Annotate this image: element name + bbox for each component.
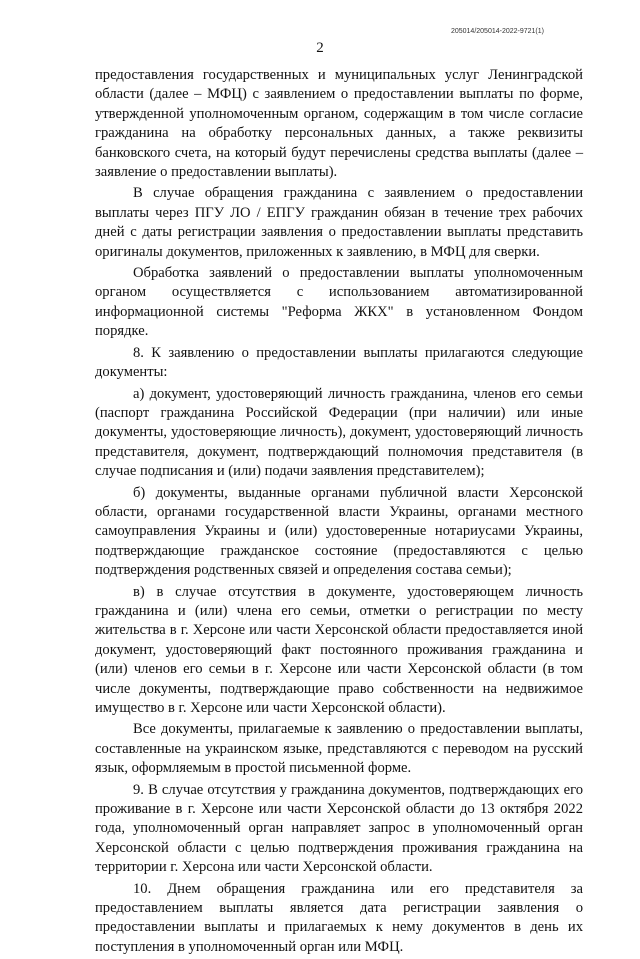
document-id: 205014/205014-2022-9721(1) bbox=[450, 28, 544, 35]
paragraph-item-8b: б) документы, выданные органами публичной власти Херсонской области, органами государственной власти Украины, органами местного самоуправления Украины и (или) удостоверенные нотариусами Украины, подтверждающие гражданское состояние (предоставляются с целью подтверждения родственных связей и определения состава семьи); bbox=[95, 484, 583, 579]
paragraph-item-8: 8. К заявлению о предоставлении выплаты прилагаются следующие документы: bbox=[95, 344, 583, 381]
page-number: 2 bbox=[316, 40, 324, 56]
paragraph-item-8a: а) документ, удостоверяющий личность гражданина, членов его семьи (паспорт гражданина Российской Федерации (при наличии) или иные документы, удостоверяющие личность), документ, удостоверяющий личность представителя, документ, подтверждающий полномочия представителя (в случае подписания и (или) подачи заявления представителем); bbox=[95, 385, 583, 480]
paragraph-epgu-originals: В случае обращения гражданина с заявлением о предоставлении выплаты через ПГУ ЛО / ЕПГУ гражданин обязан в течение трех рабочих дней с даты регистрации заявления о предоставлении выплаты представить оригиналы документов, приложенных к заявлению, в МФЦ для сверки. bbox=[95, 185, 583, 260]
paragraph-item-9: 9. В случае отсутствия у гражданина документов, подтверждающих его проживание в г. Херсоне или части Херсонской области до 13 октября 2022 года, уполномоченный орган направляет запрос в уполномоченный орган Херсонской области с целью подтверждения проживания гражданина на территории г. Херсона или части Херсонской области. bbox=[95, 781, 583, 876]
paragraph-continuation: предоставления государственных и муниципальных услуг Ленинградской области (далее – МФЦ) с заявлением о предоставлении выплаты по форме, утвержденной уполномоченным органом, содержащим в том числе согласие гражданина на обработку персональных данных, а также реквизиты банковского счета, на который будут перечислены средства выплаты (далее – заявление о предоставлении выплаты). bbox=[95, 67, 583, 181]
paragraph-item-10: 10. Днем обращения гражданина или его представителя за предоставлением выплаты является дата регистрации заявления о предоставлении выплаты и прилагаемых к нему документов в день их поступления в уполномоченный орган или МФЦ. bbox=[95, 880, 583, 955]
paragraph-translation: Все документы, прилагаемые к заявлению о предоставлении выплаты, составленные на украинском языке, представляются с переводом на русский язык, оформляемым в простой письменной форме. bbox=[95, 721, 583, 777]
paragraph-item-8v: в) в случае отсутствия в документе, удостоверяющем личность гражданина и (или) члена его семьи, отметки о регистрации по месту жительства в г. Херсоне или части Херсонской области предоставляется иной документ, удостоверяющий факт постоянного проживания гражданина и (или) членов его семьи в г. Херсоне или части Херсонской области (в том числе документы, подтверждающие право собственности на недвижимое имущество в г. Херсоне или части Херсонской области). bbox=[95, 583, 583, 716]
document-body bbox=[95, 66, 583, 959]
paragraph-processing: Обработка заявлений о предоставлении выплаты уполномоченным органом осуществляется с использованием автоматизированной информационной системы "Реформа ЖКХ" в установленном Фондом порядке. bbox=[95, 265, 583, 340]
